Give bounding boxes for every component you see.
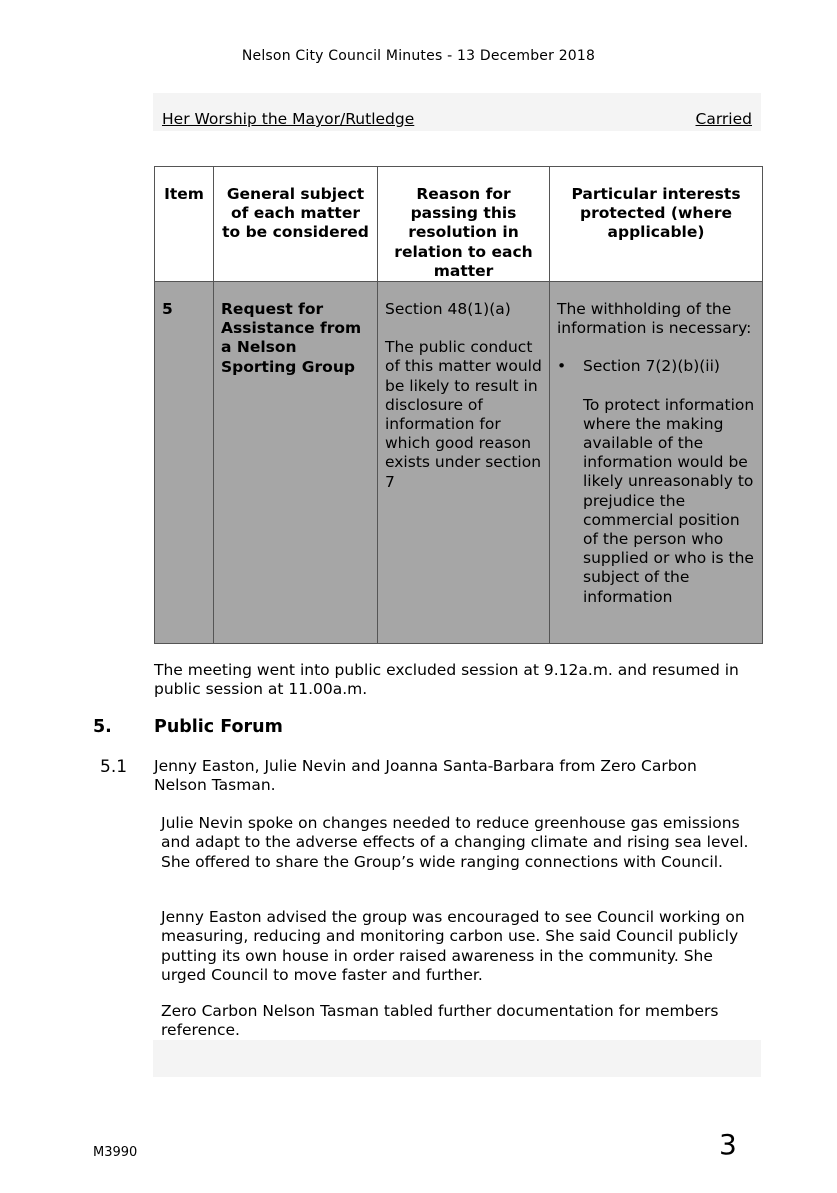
page-header: Nelson City Council Minutes - 13 December 2018 bbox=[241, 48, 596, 64]
resolution-table bbox=[154, 166, 763, 644]
motion-movers: Her Worship the Mayor/Rutledge bbox=[162, 110, 415, 128]
page-number: 3 bbox=[719, 1128, 737, 1161]
interests-text: To protect information where the making available of the information would be likely unreasonably to prejudice the commercial position of the person who supplied or who is the subject of the information bbox=[583, 395, 755, 606]
paragraph-jenny-easton: Jenny Easton advised the group was encouraged to see Council working on measuring, reducing and monitoring carbon use. She said Council publicly putting its own house in order raised awareness in the community. She urged Council to move faster and further. bbox=[161, 908, 745, 984]
motion-line bbox=[162, 110, 752, 128]
header-item: Item bbox=[155, 167, 214, 282]
section-title: Public Forum bbox=[154, 717, 283, 737]
header-interests: Particular interests protected (where applicable) bbox=[550, 167, 763, 282]
subsection-text: Jenny Easton, Julie Nevin and Joanna Santa-Barbara from Zero Carbon Nelson Tasman. bbox=[154, 757, 697, 795]
cell-reason bbox=[378, 282, 550, 644]
motion-result: Carried bbox=[695, 110, 752, 128]
interests-intro: The withholding of the information is necessary: bbox=[557, 300, 752, 338]
header-reason: Reason for passing this resolution in relation to each matter bbox=[378, 167, 550, 282]
subsection-number: 5.1 bbox=[100, 757, 128, 777]
interests-section: • Section 7(2)(b)(ii) bbox=[557, 357, 755, 376]
paragraph-julie-nevin: Julie Nevin spoke on changes needed to reduce greenhouse gas emissions and adapt to the adverse effects of a changing climate and rising sea level. She offered to share the Group’s wide ranging connections with Council. bbox=[161, 814, 749, 871]
table-row bbox=[155, 282, 763, 644]
resolution-box bbox=[153, 1040, 761, 1077]
header-subject: General subject of each matter to be considered bbox=[214, 167, 378, 282]
table-header-row bbox=[155, 167, 763, 282]
section-number: 5. bbox=[93, 717, 112, 737]
reason-text: The public conduct of this matter would be likely to result in disclosure of information for which good reason exists under section 7 bbox=[385, 338, 542, 491]
reason-section: Section 48(1)(a) bbox=[385, 300, 511, 319]
cell-subject: Request for Assistance from a Nelson Sporting Group bbox=[214, 282, 378, 644]
paragraph-documentation: Zero Carbon Nelson Tasman tabled further documentation for members reference. bbox=[161, 1002, 719, 1040]
session-note: The meeting went into public excluded session at 9.12a.m. and resumed in public session at 11.00a.m. bbox=[154, 661, 739, 699]
document-code: M3990 bbox=[93, 1145, 138, 1160]
cell-item: 5 bbox=[155, 282, 214, 644]
cell-interests bbox=[550, 282, 763, 644]
